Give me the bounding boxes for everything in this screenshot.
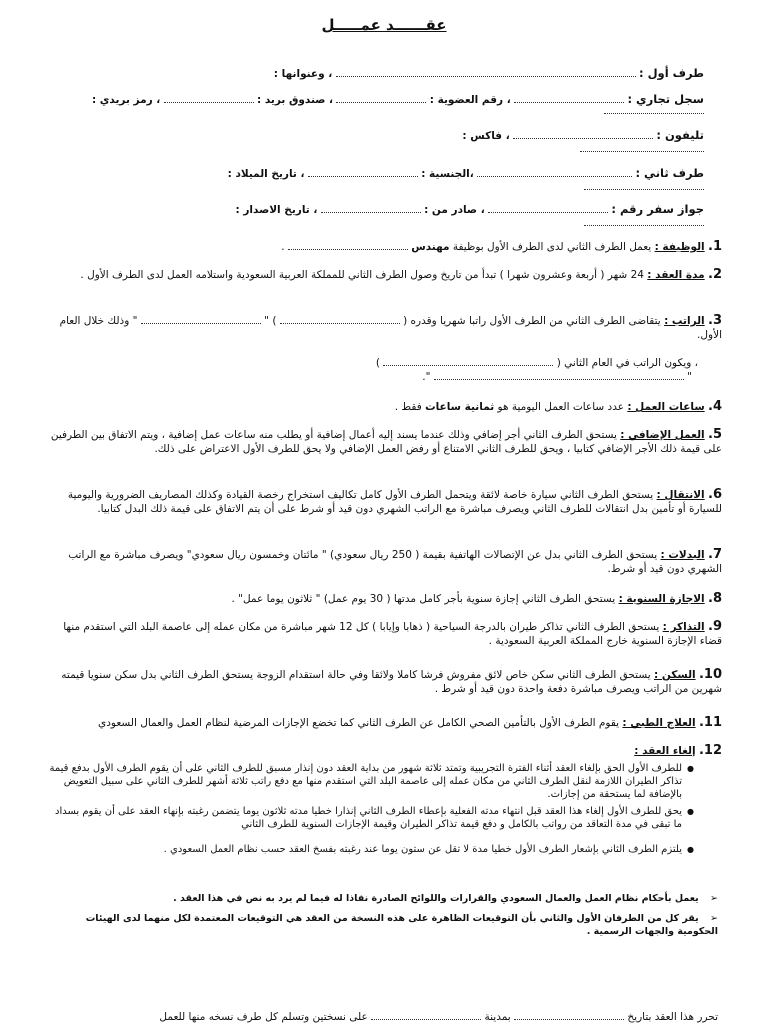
- clause-4-number: 4.: [708, 399, 722, 414]
- clause-1-text: يعمل الطرف الثاني لدى الطرف الأول بوظيفة: [452, 241, 652, 253]
- salary-year2-field[interactable]: [383, 356, 553, 366]
- arrow-icon: ➢: [710, 893, 718, 904]
- clause-4-bold: ثمانية ساعات: [425, 401, 495, 413]
- cr-label: سجل تجاري :: [627, 92, 704, 106]
- clause-3-year2-label: ، ويكون الراتب في العام الثاني (: [556, 357, 698, 369]
- clause-8: [44, 592, 722, 606]
- termination-item-3: ● يلتزم الطرف الثاني بإشعار الطرف الأول خطيا مدة لا تقل عن ستون يوما عند رغبته بفسخ العقد حسب نظام العمل السعودي .: [44, 843, 694, 856]
- membership-field[interactable]: [336, 93, 426, 103]
- clause-7: [44, 548, 722, 576]
- clause-12: [44, 744, 722, 758]
- pobox-label: ، صندوق بريد :: [256, 94, 334, 106]
- second-party-extra-line: [584, 180, 704, 190]
- salary-words-field[interactable]: [141, 314, 261, 324]
- clause-3-line2: [44, 356, 698, 370]
- clause-3-text2: ) ": [264, 315, 277, 327]
- clause-5-number: 5.: [708, 427, 722, 442]
- passport-extra-line: [584, 216, 704, 226]
- clause-4-title: ساعات العمل :: [627, 401, 705, 413]
- clause-10-text: يستحق الطرف الثاني سكن خاص لائق مفروش فرشا كاملا ولائقا وفي حالة استقدام الزوجة يستحق الطرف الثاني بدل سكن سنويا قيمته شهرين من الراتب ويصرف مباشرة دفعة واحدة دون قيد أو شرط .: [61, 669, 722, 695]
- clause-1-title: الوظيفة :: [654, 241, 705, 253]
- clause-9-number: 9.: [708, 619, 722, 634]
- clause-2-text: 24 شهر ( أربعة وعشرون شهرا ) تبدأ من تاريخ وصول الطرف الثاني للمملكة العربية السعودية واستلامه العمل لدى الطرف الأول .: [80, 269, 644, 281]
- first-party-field[interactable]: [336, 67, 636, 77]
- clause-12-number: 12.: [698, 743, 722, 758]
- clause-12-title: إلغاء العقد :: [634, 745, 696, 757]
- clause-3-text: يتقاضى الطرف الثاني من الطرف الأول راتبا شهريا وقدره (: [403, 315, 661, 327]
- clause-4-text: عدد ساعات العمل اليومية هو: [497, 401, 624, 413]
- clause-3-quote-open: ": [687, 371, 692, 383]
- phone-label: تليفون :: [656, 128, 704, 142]
- clause-11-number: 11.: [698, 715, 722, 730]
- footer-city-label: بمدينة: [484, 1011, 511, 1023]
- passport-row: [60, 202, 704, 217]
- footer-date-field[interactable]: [514, 1010, 624, 1020]
- cr-extra-line: [604, 104, 704, 114]
- clause-4-tail: فقط .: [394, 401, 422, 413]
- clause-7-title: البدلات :: [660, 549, 705, 561]
- issued-from-field[interactable]: [321, 203, 421, 213]
- second-party-label: طرف ثاني :: [635, 166, 704, 180]
- clause-1-number: 1.: [708, 239, 722, 254]
- first-party-label: طرف أول :: [638, 66, 704, 80]
- clause-11-title: العلاج الطبي :: [622, 717, 696, 729]
- clause-11: [44, 716, 722, 730]
- page-title: عقــــــد عمـــــل: [321, 16, 447, 34]
- clause-2-number: 2.: [708, 267, 722, 282]
- issue-date-label: ، تاريخ الاصدار :: [235, 204, 318, 216]
- clause-6-number: 6.: [708, 487, 722, 502]
- second-party-row: [60, 166, 704, 181]
- clause-3: [44, 314, 722, 342]
- pobox-field[interactable]: [164, 93, 254, 103]
- note-2-text: يقر كل من الطرفان الأول والثاني بأن التوقيعات الظاهرة على هذه النسخة من العقد هي التوقيعات المعتمدة لكل منهما لدى الهيئات الحكومية والجهات الرسمية .: [85, 913, 718, 937]
- clause-5: [44, 428, 722, 456]
- nationality-label: ،الجنسية :: [421, 168, 474, 180]
- salary-year2-words-field[interactable]: [434, 370, 684, 380]
- passport-label: جواز سفر رقم :: [611, 202, 704, 216]
- clause-11-text: يقوم الطرف الأول بالتأمين الصحي الكامل عن الطرف الثاني كما تخضع الإجازات المرضية لنظام العمل والعمال السعودي: [98, 717, 620, 729]
- clause-6-text: يستحق الطرف الثاني سيارة خاصة لائقة ويتحمل الطرف الأول كامل تكاليف استخراج رخصة القيادة وكذلك المصاريف الضرورية واليومية للسيارة أو تأمين بدل انتقالات للطرف الثاني ويصرف مباشرة مع الراتب الشهري دون قيد أو شرط على أن يتم الاتفاق على قيمة ذلك البدل كتابيا.: [67, 489, 722, 515]
- clause-8-text: يستحق الطرف الثاني إجازة سنوية بأجر كامل مدتها ( 30 يوم عمل) " ثلاثون يوما عمل" .: [231, 593, 616, 605]
- note-1-text: يعمل بأحكام نظام العمل والعمال السعودي والقرارات واللوائح الصادرة نفاذا له فيما لم يرد به نص في هذا العقد .: [173, 893, 699, 904]
- clause-3-line3: " ".: [422, 371, 692, 383]
- clause-8-number: 8.: [708, 591, 722, 606]
- footer-city-field[interactable]: [371, 1010, 481, 1020]
- footer-copies-text: على نسختين وتسلم كل طرف نسخه منها للعمل: [159, 1011, 368, 1023]
- clause-2-title: مدة العقد :: [647, 269, 705, 281]
- arrow-icon: ➢: [710, 913, 718, 924]
- clause-3-number: 3.: [708, 313, 722, 328]
- clause-6-title: الانتقال :: [656, 489, 705, 501]
- clause-2: [44, 268, 722, 282]
- phone-row: [60, 128, 704, 143]
- clause-10-number: 10.: [698, 667, 722, 682]
- clause-6: [44, 488, 722, 516]
- phone-field[interactable]: [513, 129, 653, 139]
- dob-label: ، تاريخ الميلاد :: [227, 168, 305, 180]
- membership-label: ، رقم العضوية :: [429, 94, 511, 106]
- footer-date-label: تحرر هذا العقد بتاريخ: [627, 1011, 718, 1023]
- clause-3-year2-close: ): [375, 357, 380, 369]
- clause-3-text3: " وذلك خلال العام الأول.: [59, 315, 722, 341]
- second-party-field[interactable]: [477, 167, 632, 177]
- clause-10: [44, 668, 722, 696]
- clause-9-title: التذاكر :: [662, 621, 705, 633]
- fax-label: ، فاكس :: [462, 130, 510, 142]
- clause-7-number: 7.: [708, 547, 722, 562]
- clause-1-field[interactable]: [288, 240, 408, 250]
- clause-9-text: يستحق الطرف الثاني تذاكر طيران بالدرجة السياحية ( ذهابا وإيابا ) كل 12 شهر مباشرة من مكان عمله إلى عاصمة البلد التي استقدم منها قضاء الإجازة السنوية خارج المملكة العربية السعودية .: [63, 621, 722, 647]
- phone-extra-line: [580, 142, 704, 152]
- address-label: ، وعنوانها :: [273, 68, 333, 80]
- note-1: [44, 892, 718, 905]
- clause-4: [44, 400, 722, 414]
- clause-1-bold: مهندس: [411, 241, 450, 253]
- termination-item-1: ● للطرف الأول الحق بإلغاء العقد أثناء الفترة التجريبية وتمتد ثلاثة شهور من بداية العقد دون إنذار مسبق للطرف الثاني على أن يقوم الطرف الأول بدفع قيمة تذاكر الطيران اللازمة لنقل الطرف الثاني من مكان عمله إلى عاصمة البلد التي استقدم منها مع دفع راتب ثلاثة أشهر للطرف الثاني على سبيل التعويض بالإضافة لما يستحقة من إجازات.: [44, 762, 694, 801]
- cr-field[interactable]: [514, 93, 624, 103]
- first-party-row: [60, 66, 704, 81]
- clause-3-title: الراتب :: [664, 315, 705, 327]
- footer-line: [44, 1010, 718, 1024]
- clause-5-text: يستحق الطرف الثاني أجر إضافي وذلك عندما يسند إليه أعمال إضافية أو يطلب منه ساعات عمل إضافية ، ويتم الاتفاق بين الطرفين على قيمة ذلك الأجر الإضافي كتابيا ، ويحق للطرف الثاني الامتناع أو رفض العمل الإضافي ولا يحق للطرف الأول الاعتراض على ذلك.: [50, 429, 722, 455]
- clause-1: 1. الوظيفة : يعمل الطرف الثاني لدى الطرف الأول بوظيفة مهندس .: [281, 239, 722, 254]
- clause-7-text: يستحق الطرف الثاني بدل عن الإتصالات الهاتفية بقيمة ( 250 ريال سعودي) " مائتان وخمسون ريال سعودي" ويصرف مباشرة مع الراتب الشهري دون قيد أو شرط.: [68, 549, 722, 575]
- salary-field[interactable]: [280, 314, 400, 324]
- clause-10-title: السكن :: [653, 669, 696, 681]
- nationality-field[interactable]: [308, 167, 418, 177]
- passport-field[interactable]: [488, 203, 608, 213]
- clause-8-title: الاجازة السنوية :: [618, 593, 705, 605]
- issued-from-label: ، صادر من :: [424, 204, 485, 216]
- termination-list: [44, 762, 694, 860]
- note-2: [44, 912, 718, 938]
- postal-label: ، رمز بريدي :: [91, 94, 161, 106]
- termination-item-2: ● يحق للطرف الأول إلغاء هذا العقد قبل انتهاء مدته الفعلية بإعطاء الطرف الثاني إنذارا خطيا مدته ثلاثون يوما يتضمن رغبته بإنهاء العقد على أن يقوم بسداد ما تبقى في مدة التعاقد من رواتب بالكامل و دفع قيمة تذاكر الطيران وقيمة الإجازات السنوية للطرف الثاني: [44, 805, 694, 831]
- clause-5-title: العمل الإضافي :: [620, 429, 705, 441]
- clause-9: [44, 620, 722, 648]
